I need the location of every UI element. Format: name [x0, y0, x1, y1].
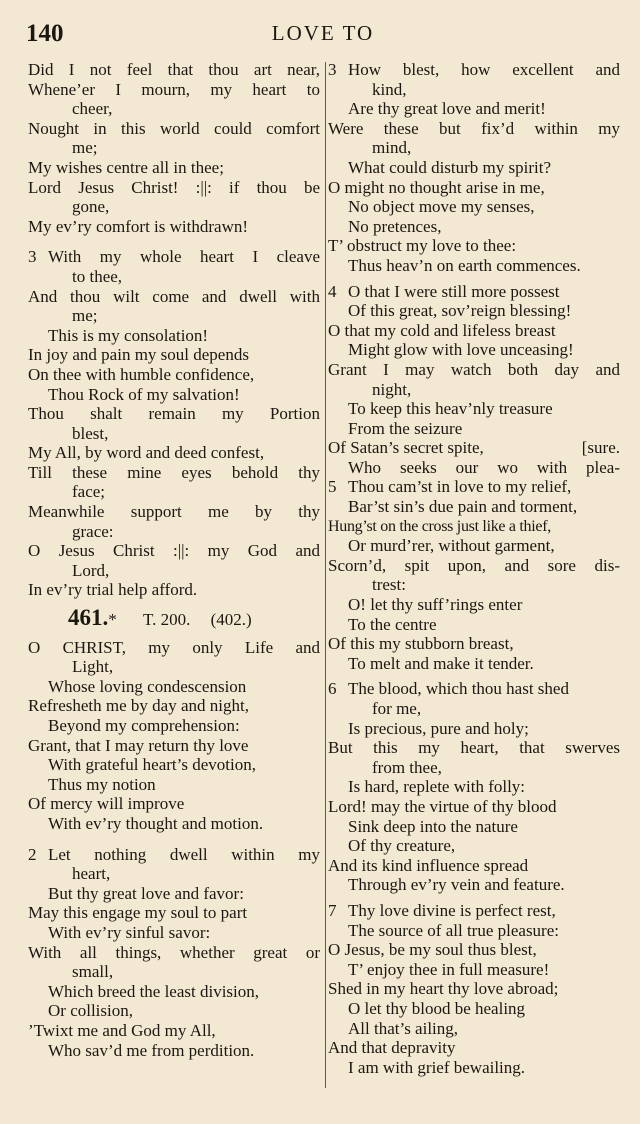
- verse-line: me;: [72, 138, 98, 158]
- verse-number: 3: [328, 60, 337, 79]
- verse-line: My All, by word and deed confest,: [28, 443, 265, 463]
- verse-line: Hung’st on the cross just like a thief,: [328, 517, 551, 535]
- verse-line: Which breed the least division,: [48, 981, 260, 1001]
- verse-line: Light,: [72, 657, 114, 677]
- verse-line: O might no thought arise in me,: [328, 177, 545, 197]
- verse-number: 4: [328, 281, 337, 301]
- verse-line: What could disturb my spirit?: [348, 157, 552, 177]
- verse-number: 5: [328, 477, 337, 497]
- verse-line: O CHRIST, my only Life and: [28, 637, 320, 657]
- verse-line: T’ obstruct my love to thee:: [328, 236, 517, 256]
- page-number: 140: [26, 20, 64, 47]
- verse-line: Of thy creature,: [348, 836, 456, 856]
- verse-line: trest:: [372, 575, 406, 595]
- verse-line: Of Satan’s secret spite, [sure.: [328, 438, 620, 458]
- verse-number: 3: [28, 247, 37, 267]
- verse-line: Thou shalt remain my Portion: [28, 404, 320, 424]
- verse-line: Of this great, sov’reign blessing!: [348, 301, 572, 321]
- verse-line: My wishes centre all in thee;: [28, 157, 224, 177]
- verse-line: Shed in my heart thy love abroad;: [328, 979, 559, 999]
- verse-line: kind,: [372, 79, 407, 99]
- verse-line: Who seeks our wo with plea-: [348, 457, 620, 477]
- hymn-heading: [68, 605, 320, 631]
- page-header: [26, 18, 620, 50]
- verse-line: To melt and make it tender.: [348, 653, 534, 673]
- verse-line: To the centre: [348, 614, 437, 634]
- verse-line: The source of all true pleasure:: [348, 920, 559, 940]
- left-column: [28, 60, 320, 1060]
- verse-line: And its kind influence spread: [328, 855, 529, 875]
- verse-line: In ev’ry trial help afford.: [28, 580, 198, 600]
- verse-line: Or murd’rer, without garment,: [348, 536, 555, 556]
- verse-line: 2 Let nothing dwell within my: [28, 844, 320, 864]
- verse-line: Nought in this world could comfort: [28, 118, 320, 138]
- verse-line: My ev’ry comfort is withdrawn!: [28, 216, 249, 236]
- verse-line: Are thy great love and merit!: [348, 99, 546, 119]
- verse-line: I am with grief bewailing.: [348, 1057, 526, 1077]
- verse-line: Thus my notion: [48, 774, 156, 794]
- verse-line: face;: [72, 482, 106, 502]
- verse-line: All that’s ailing,: [348, 1018, 459, 1038]
- verse-line: O Jesus, be my soul thus blest,: [328, 940, 537, 960]
- verse-number: 6: [328, 679, 337, 699]
- verse-line: O let thy blood be healing: [348, 998, 526, 1018]
- verse-line: T’ enjoy thee in full measure!: [348, 959, 550, 979]
- verse-number: 2: [28, 844, 37, 864]
- verse-line: to thee,: [72, 266, 123, 286]
- verse-number: 7: [328, 900, 337, 920]
- verse-line: Were these but fix’d within my: [328, 118, 620, 138]
- verse-line: 3 With my whole heart I cleave: [28, 247, 320, 267]
- verse-line: Who sav’d me from perdition.: [48, 1040, 255, 1060]
- verse-line: Grant I may watch both day and: [328, 359, 620, 379]
- verse-line: Meanwhile support me by thy: [28, 502, 320, 522]
- verse-line: 6 The blood, which thou hast shed: [328, 679, 569, 699]
- verse-line: Beyond my comprehension:: [48, 716, 240, 735]
- verse-line: Might glow with love unceasing!: [348, 340, 574, 360]
- verse-line: Is hard, replete with folly:: [348, 777, 526, 797]
- verse-line: O! let thy suff’rings enter: [348, 595, 523, 615]
- hymn-number: 461.: [68, 605, 109, 631]
- verse-line: Sink deep into the nature: [348, 816, 518, 836]
- verse-line: From the seizure: [348, 418, 463, 438]
- verse-line: Did I not feel that thou art near,: [28, 60, 320, 79]
- verse-line: On thee with humble confidence,: [28, 364, 255, 384]
- verse-line: May this engage my soul to part: [28, 903, 248, 923]
- column-divider: [325, 62, 326, 1088]
- verse-line: Bar’st sin’s due pain and torment,: [348, 497, 578, 517]
- verse-line: 4 O that I were still more possest: [328, 281, 560, 301]
- verse-line: This is my consolation!: [48, 325, 209, 345]
- verse-line: No object move my senses,: [348, 197, 535, 217]
- verse-line: But this my heart, that swerves: [328, 738, 620, 758]
- verse-line: Is precious, pure and holy;: [348, 718, 529, 738]
- verse-line: mind,: [372, 138, 412, 158]
- verse-line: gone,: [72, 197, 110, 217]
- verse-line: Scorn’d, spit upon, and sore dis-: [328, 555, 620, 575]
- right-column: [328, 60, 620, 1077]
- verse-line: cheer,: [72, 99, 113, 119]
- verse-line: blest,: [72, 423, 109, 443]
- verse-line: To keep this heav’nly treasure: [348, 399, 553, 419]
- verse-line: Lord! may the virtue of thy blood: [328, 796, 557, 816]
- verse-line: Whose loving condescension: [48, 676, 247, 696]
- verse-line: Or collision,: [48, 1001, 133, 1021]
- verse-line: And thou wilt come and dwell with: [28, 286, 320, 306]
- verse-line: No pretences,: [348, 216, 442, 236]
- verse-line: Grant, that I may return thy love: [28, 735, 249, 755]
- running-title: LOVE TO: [271, 21, 375, 45]
- hymn-reference: (402.): [210, 610, 252, 630]
- tune-reference: T. 200.: [143, 610, 191, 630]
- verse-line: Thus heav’n on earth commences.: [348, 255, 581, 275]
- verse-line: But thy great love and favor:: [48, 883, 244, 903]
- verse-line: ’Twixt me and God my All,: [28, 1020, 216, 1040]
- verse-line: O Jesus Christ :||: my God and: [28, 541, 320, 561]
- verse-line: Through ev’ry vein and feature.: [348, 875, 565, 895]
- verse-line: With grateful heart’s devotion,: [48, 755, 256, 775]
- verse-line: me;: [72, 306, 98, 326]
- hymn-mark: *: [108, 610, 117, 630]
- verse-line: With ev’ry sinful savor:: [48, 922, 211, 942]
- verse-line: Lord,: [72, 560, 110, 580]
- verse-line: Refresheth me by day and night,: [28, 696, 249, 716]
- verse-line: 5 Thou cam’st in love to my relief,: [328, 477, 572, 497]
- verse-line: And that depravity: [328, 1038, 456, 1058]
- verse-line: from thee,: [372, 757, 442, 777]
- verse-line: With ev’ry thought and motion.: [48, 813, 264, 833]
- verse-line: With all things, whether great or: [28, 942, 320, 962]
- verse-line: Of this my stubborn breast,: [328, 634, 514, 654]
- verse-line: small,: [72, 962, 114, 982]
- verse-line: Thou Rock of my salvation!: [48, 384, 240, 404]
- verse-line: 3 How blest, how excellent and: [328, 60, 620, 79]
- verse-line: night,: [372, 379, 412, 399]
- verse-line: heart,: [72, 864, 111, 884]
- verse-line: Till these mine eyes behold thy: [28, 462, 320, 482]
- verse-line: Of mercy will improve: [28, 794, 185, 814]
- verse-line: grace:: [72, 521, 114, 541]
- verse-line: 7 Thy love divine is perfect rest,: [328, 900, 556, 920]
- verse-line: In joy and pain my soul depends: [28, 345, 249, 365]
- verse-line: for me,: [372, 699, 422, 718]
- turnover-bracket: [sure.: [581, 438, 620, 458]
- verse-line: Lord Jesus Christ! :||: if thou be: [28, 177, 320, 197]
- verse-line: O that my cold and lifeless breast: [328, 320, 556, 340]
- verse-line: Whene’er I mourn, my heart to: [28, 79, 320, 99]
